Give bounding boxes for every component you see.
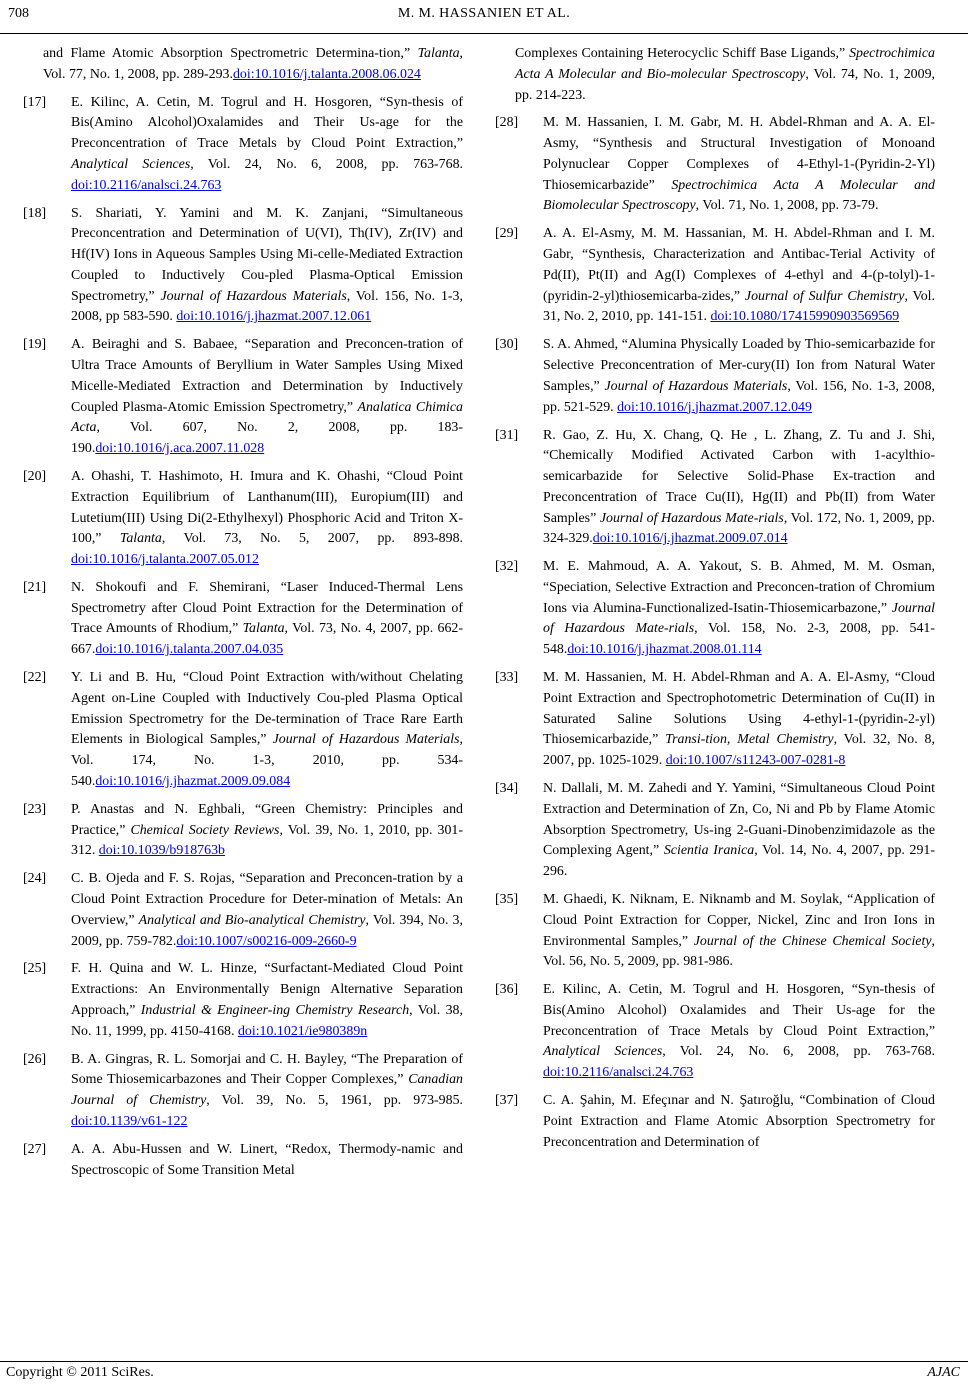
reference-entry — [23, 1050, 463, 1133]
doi-link[interactable]: doi:10.1007/s00216-009-2660-9 — [176, 933, 357, 949]
footer-journal: AJAC — [927, 1365, 960, 1380]
reference-number: [34] — [495, 781, 519, 797]
reference-text: M. Ghaedi, K. Niknam, E. Niknamb and M. Soylak, “Application of Cloud Point Extraction for Copper, Nickel, Zinc and Iron Ions in Environmental Samples,” — [543, 892, 935, 949]
doi-link[interactable]: doi:10.1016/j.aca.2007.11.028 — [95, 441, 265, 457]
reference-details: , Vol. 607, No. 2, 2008, pp. 183-190. — [71, 420, 463, 457]
reference-entry — [35, 44, 463, 86]
reference-number: [37] — [495, 1093, 519, 1109]
reference-journal: Journal of Hazardous Materials — [604, 378, 788, 394]
reference-entry — [495, 113, 936, 217]
reference-journal: Talanta — [119, 531, 162, 547]
footer-rule — [0, 1361, 968, 1362]
doi-link[interactable]: doi:10.1016/j.jhazmat.2009.07.014 — [592, 531, 788, 547]
reference-journal: Analytical Sciences — [543, 1044, 663, 1060]
reference-number: [24] — [23, 871, 47, 887]
doi-link[interactable]: doi:10.1007/s11243-007-0281-8 — [665, 753, 846, 769]
reference-journal: Spectrochimica Acta A Molecular and Biomolecular Spectroscopy — [543, 177, 936, 214]
reference-journal: Chemical Society Reviews — [130, 822, 280, 838]
reference-details: , Vol. 74, No. 1, 2009, pp. 214-223. — [515, 66, 935, 103]
reference-text: Complexes Containing Heterocyclic Schiff Base Ligands,” — [515, 46, 850, 61]
reference-text: A. A. El-Asmy, M. M. Hassanian, M. H. Abdel-Rhman and I. M. Gabr, “Synthesis, Characterization and Antibac-Terial Activity of Pd(II), Pt(II) and Ag(I) Complexes of 4-ethyl and 4-(p-tolyl)-1-(pyridin-2-yl)thiosemicarba-zides,” — [543, 226, 935, 304]
reference-entry — [495, 668, 935, 772]
doi-link[interactable]: doi:10.2116/analsci.24.763 — [71, 177, 222, 193]
running-title: M. M. HASSANIEN ET AL. — [397, 6, 571, 21]
reference-number: [29] — [495, 226, 519, 242]
reference-journal: Journal of Hazardous Materials — [160, 288, 347, 304]
reference-number: [36] — [495, 982, 519, 998]
reference-entry — [495, 980, 935, 1084]
doi-link[interactable]: doi:10.1016/j.jhazmat.2008.01.114 — [567, 642, 762, 658]
footer-copyright: Copyright © 2011 SciRes. — [6, 1365, 154, 1380]
reference-number: [17] — [23, 94, 47, 110]
reference-text: and Flame Atomic Absorption Spectrometric Determina-tion,” — [43, 46, 418, 61]
doi-link[interactable]: doi:10.1016/j.jhazmat.2007.12.049 — [617, 399, 812, 415]
reference-details: , Vol. 73, No. 5, 2007, pp. 893-898. — [161, 531, 463, 547]
reference-text: P. Anastas and N. Eghbali, “Green Chemistry: Principles and Practice,” — [71, 801, 463, 838]
reference-journal: Journal of Sulfur Chemistry — [744, 288, 905, 304]
reference-entry — [495, 779, 935, 883]
reference-number: [25] — [23, 961, 47, 977]
reference-text: M. E. Mahmoud, A. A. Yakout, S. B. Ahmed, M. M. Osman, “Speciation, Selective Extraction and Preconcen-tration of Chromium Ions via Alumina-Functionalized-Isatin-Thiosemicarbazone,” — [543, 559, 935, 616]
reference-details: , Vol. 394, No. 3, 2009, pp. 759-782. — [71, 912, 463, 949]
right-column — [495, 44, 936, 1161]
reference-details: , Vol. 156, No. 1-3, 2008, pp 583-590. — [71, 288, 463, 325]
doi-link[interactable]: doi:10.1016/j.talanta.2007.04.035 — [95, 642, 284, 658]
reference-number: [23] — [23, 801, 47, 817]
reference-journal: Journal of Hazardous Materials — [272, 732, 460, 748]
reference-journal: Analytical Sciences — [71, 156, 191, 172]
reference-journal: Analytical and Bio-analytical Chemistry — [138, 912, 366, 928]
reference-text: B. A. Gingras, R. L. Somorjai and C. H. Bayley, “The Preparation of Some Thiosemicarbazones and Their Copper Complexes,” — [71, 1051, 463, 1088]
reference-text: A. A. Abu-Hussen and W. Linert, “Redox, Thermody-namic and Spectroscopic of Some Transition Metal — [71, 1141, 463, 1178]
reference-entry — [23, 800, 463, 862]
reference-details: , Vol. 77, No. 1, 2008, pp. 289-293. — [43, 46, 463, 82]
reference-number: [18] — [23, 205, 47, 221]
reference-details: , Vol. 38, No. 11, 1999, pp. 4150-4168. — [71, 1002, 463, 1039]
reference-journal: Journal of Hazardous Mate-rials — [543, 600, 935, 637]
reference-text: Y. Li and B. Hu, “Cloud Point Extraction with/without Chelating Agent on-Line Coupled with Inductively Cou-pled Plasma Optical Emission Spectrometry for the De-termination of Trace Rare Earth Elements in Biological Samples,” — [71, 670, 463, 748]
reference-entry — [23, 668, 463, 793]
reference-journal: Spectrochimica Acta A Molecular and Bio-molecular Spectroscopy — [515, 46, 935, 82]
doi-link[interactable]: doi:10.1016/j.talanta.2007.05.012 — [71, 552, 259, 567]
page-number: 708 — [8, 6, 29, 21]
reference-text: C. A. Şahin, M. Efeçınar and N. Şatıroğlu, “Combination of Cloud Point Extraction and Flame Atomic Absorption Spectrometry for Preconcentration and Determination of — [543, 1093, 935, 1150]
reference-text: S. Shariati, Y. Yamini and M. K. Zanjani, “Simultaneous Preconcentration and Determination of U(VI), Th(IV), Zr(IV) and Hf(IV) Ions in Aqueous Samples Using Mi-celle-Mediated Extraction Coupled to Inductively Cou-pled Plasma-Optical Emission Spectrometry,” — [71, 205, 463, 304]
reference-details: , Vol. 71, No. 1, 2008, pp. 73-79. — [695, 198, 879, 214]
reference-details: , Vol. 24, No. 6, 2008, pp. 763-768. — [662, 1044, 935, 1060]
reference-journal: Scientia Iranica — [663, 843, 755, 859]
reference-entry — [495, 557, 935, 661]
reference-journal: Transi-tion, Metal Chemistry — [665, 732, 834, 748]
reference-entry — [495, 1091, 935, 1153]
reference-entry — [23, 93, 463, 197]
doi-link[interactable]: doi:10.1016/j.jhazmat.2009.09.084 — [95, 773, 291, 789]
reference-text: A. Ohashi, T. Hashimoto, H. Imura and K. Ohashi, “Cloud Point Extraction Equilibrium of Lanthanum(III), Europium(III) and Lutetium(III) Using Di(2-Ethylhexyl) Phosphoric Acid and Triton X-100,” — [71, 469, 463, 547]
reference-text: C. B. Ojeda and F. S. Rojas, “Separation and Preconcen-tration by a Cloud Point Extraction Procedure for Deter-mination of Metals: An Overview,” — [71, 871, 463, 928]
reference-journal: Journal of the Chinese Chemical Society — [693, 933, 932, 949]
reference-text: E. Kilinc, A. Cetin, M. Togrul and H. Hosgoren, “Syn-thesis of Bis(Amino Alcohol)Oxalamides and Their Us-age for the Preconcentration of Trace Metals by Cloud Point Extraction,” — [71, 94, 463, 152]
reference-entry — [495, 224, 936, 328]
reference-entry — [23, 578, 463, 661]
reference-details: , Vol. 174, No. 1-3, 2010, pp. 534-540. — [71, 732, 463, 789]
doi-link[interactable]: doi:10.1021/ie980389n — [237, 1023, 368, 1039]
reference-number: [26] — [23, 1051, 47, 1067]
reference-number: [27] — [23, 1141, 47, 1157]
reference-details: , Vol. 31, No. 2, 2010, pp. 141-151. — [543, 288, 936, 325]
header-rule — [0, 33, 968, 34]
doi-link[interactable]: doi:10.1016/j.jhazmat.2007.12.061 — [176, 309, 372, 325]
reference-text: A. Beiraghi and S. Babaee, “Separation and Preconcen-tration of Ultra Trace Amounts of Beryllium in Water Samples Using Mixed Micelle-Mediated Extraction and Determination by Inductively Coupled Plasma-Atomic Emission Spectrometry,” — [71, 337, 463, 415]
reference-number: [30] — [495, 337, 519, 353]
reference-journal: Talanta — [417, 46, 460, 61]
reference-text: E. Kilinc, A. Cetin, M. Togrul and H. Hosgoren, “Syn-thesis of Bis(Amino Alcohol) Oxalamides and Their Us-age for the Preconcentration of Trace Metals by Cloud Point Extraction,” — [543, 982, 935, 1039]
reference-journal: Talanta — [242, 621, 285, 637]
doi-link[interactable]: doi:10.1016/j.talanta.2008.06.024 — [232, 66, 421, 82]
reference-details: , Vol. 32, No. 8, 2007, pp. 1025-1029. — [543, 732, 935, 769]
reference-details: , Vol. 39, No. 1, 2010, pp. 301-312. — [71, 822, 463, 859]
reference-number: [19] — [23, 337, 47, 353]
reference-number: [22] — [23, 670, 47, 686]
reference-details: , Vol. 24, No. 6, 2008, pp. 763-768. — [190, 156, 463, 172]
reference-details: , Vol. 73, No. 4, 2007, pp. 662-667. — [71, 621, 463, 658]
reference-number: [32] — [495, 559, 519, 575]
reference-details: , Vol. 56, No. 5, 2009, pp. 981-986. — [543, 933, 935, 970]
reference-details: , Vol. 156, No. 1-3, 2008, pp. 521-529. — [543, 378, 935, 415]
doi-link[interactable]: doi:10.1039/b918763b — [98, 843, 225, 859]
reference-journal: Industrial & Engineer-ing Chemistry Research — [140, 1002, 410, 1018]
doi-link[interactable]: doi:10.1080/17415990903569569 — [710, 309, 900, 325]
reference-entry — [23, 959, 463, 1042]
reference-number: [20] — [23, 469, 47, 484]
doi-link[interactable]: doi:10.1139/v61-122 — [71, 1113, 188, 1129]
doi-link[interactable]: doi:10.2116/analsci.24.763 — [543, 1065, 694, 1081]
reference-journal: Canadian Journal of Chemistry — [71, 1072, 463, 1109]
reference-entry — [23, 467, 463, 571]
reference-number: [35] — [495, 892, 519, 907]
reference-entry — [23, 869, 463, 952]
reference-text: M. M. Hassanien, M. H. Abdel-Rhman and A. A. El-Asmy, “Cloud Point Extraction and Spectrophotometric Determination of Cu(II) in Saturated Saline Solutions Using 4-ethyl-1-(pyridin-2-yl) Thiosemicarbazide,” — [543, 670, 935, 748]
reference-text: S. A. Ahmed, “Alumina Physically Loaded by Thio-semicarbazide for Selective Preconcentration of Mer-cury(II) Ion from Natural Water Samples,” — [543, 337, 935, 394]
reference-text: N. Shokoufi and F. Shemirani, “Laser Induced-Thermal Lens Spectrometry after Cloud Point Extraction for the Determination of Trace Amounts of Rhodium,” — [71, 579, 463, 637]
reference-entry — [495, 890, 935, 973]
reference-entry — [507, 44, 935, 106]
reference-entry — [495, 426, 935, 551]
reference-text: M. M. Hassanien, I. M. Gabr, M. H. Abdel-Rhman and A. A. El-Asmy, “Synthesis and Structural Investigation of Monoand Polynuclear Copper Complexes of 4-Ethyl-1-(Pyridin-2-Yl) Thiosemicarbazide” — [543, 115, 935, 193]
reference-details: , Vol. 172, No. 1, 2009, pp. 324-329. — [543, 510, 935, 547]
reference-details: , Vol. 14, No. 4, 2007, pp. 291-296. — [543, 843, 935, 880]
reference-journal: Analatica Chimica Acta — [71, 399, 463, 436]
reference-number: [33] — [495, 670, 519, 686]
reference-text: N. Dallali, M. M. Zahedi and Y. Yamini, “Simultaneous Cloud Point Extraction and Determination of Zn, Co, Ni and Pb by Flame Atomic Absorption Spectrometry, Us-ing 2-Guani-Dinobenzimidazole as the Complexing Agent,” — [543, 781, 935, 859]
reference-text: R. Gao, Z. Hu, X. Chang, Q. He , L. Zhang, Z. Tu and J. Shi, “Chemically Modified Activated Carbon with 1-acylthio-semicarbazide for Selective Solid-Phase Ex-traction and Preconcentration of Trace Cu(II), Hg(II) and Pb(II) from Water Samples” — [543, 427, 935, 526]
reference-entry — [23, 1140, 463, 1182]
reference-number: [28] — [495, 115, 519, 131]
reference-entry — [23, 204, 463, 329]
reference-journal: Journal of Hazardous Mate-rials — [599, 510, 784, 526]
reference-entry — [23, 335, 463, 460]
left-column — [23, 44, 463, 1189]
reference-details: , Vol. 39, No. 5, 1961, pp. 973-985. — [206, 1093, 463, 1109]
reference-text: F. H. Quina and W. L. Hinze, “Surfactant-Mediated Cloud Point Extractions: An Environmentally Benign Alternative Separation Approach,” — [71, 961, 463, 1018]
reference-number: [31] — [495, 427, 519, 443]
reference-number: [21] — [23, 579, 47, 595]
reference-details: , Vol. 158, No. 2-3, 2008, pp. 541-548. — [543, 621, 935, 658]
reference-entry — [495, 335, 935, 418]
